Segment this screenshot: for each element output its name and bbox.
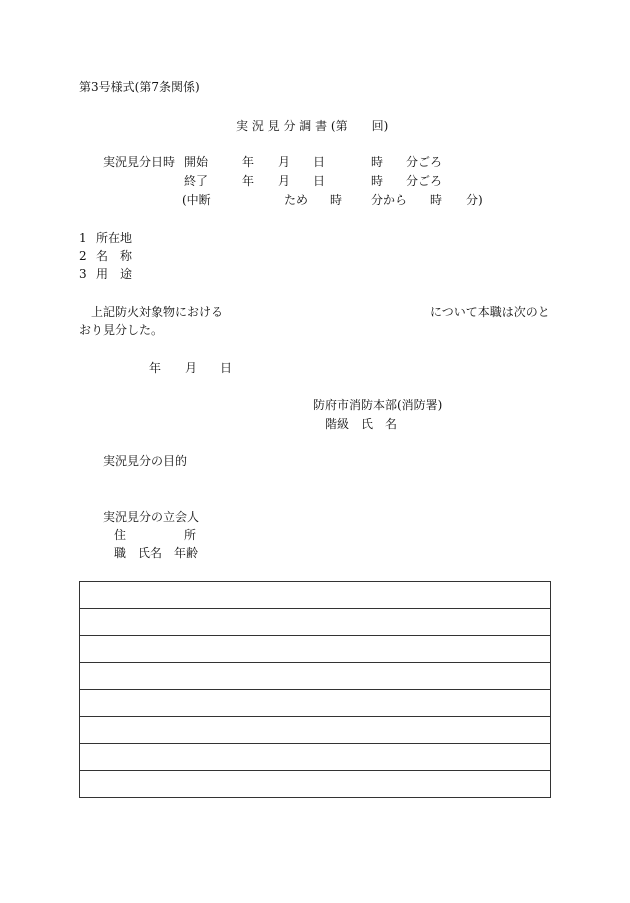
- interrupt-hour: 時: [330, 193, 343, 207]
- item-location: 所在地: [96, 231, 133, 245]
- table-row[interactable]: [80, 690, 550, 717]
- end-month: 月: [278, 174, 291, 188]
- start-minute: 分ごろ: [406, 155, 443, 169]
- item-name: 名 称: [96, 249, 133, 263]
- purpose-label: 実況見分の目的: [103, 454, 188, 468]
- start-month: 月: [278, 155, 291, 169]
- item-number: 1: [79, 231, 87, 245]
- item-number: 3: [79, 267, 87, 281]
- table-row[interactable]: [80, 771, 550, 797]
- interrupt-from-minute: 分から: [371, 193, 408, 207]
- table-row[interactable]: [80, 582, 550, 609]
- datetime-label: 実況見分日時: [103, 155, 176, 169]
- end-hour: 時: [371, 174, 384, 188]
- interrupt-because: ため: [284, 193, 309, 207]
- witness-address-1: 住: [114, 528, 127, 542]
- statement-suffix: について本職は次のと: [430, 305, 550, 319]
- item-number: 2: [79, 249, 87, 263]
- start-year: 年: [242, 155, 255, 169]
- witness-label: 実況見分の立会人: [103, 510, 200, 524]
- start-label: 開始: [184, 155, 209, 169]
- table-row[interactable]: [80, 609, 550, 636]
- end-minute: 分ごろ: [406, 174, 443, 188]
- item-use: 用 途: [96, 267, 133, 281]
- document-title: 実 況 見 分 調 書 (第 回): [236, 119, 389, 133]
- form-number: 第3号様式(第7条関係): [79, 80, 200, 94]
- table-row[interactable]: [80, 717, 550, 744]
- start-day: 日: [313, 155, 326, 169]
- end-year: 年: [242, 174, 255, 188]
- start-hour: 時: [371, 155, 384, 169]
- statement-line2: おり見分した。: [79, 323, 164, 337]
- witness-address-2: 所: [184, 528, 197, 542]
- date-year: 年: [149, 361, 162, 375]
- date-month: 月: [185, 361, 198, 375]
- signature-org: 防府市消防本部(消防署): [313, 398, 443, 412]
- table-row[interactable]: [80, 636, 550, 663]
- interrupt-to-hour: 時: [430, 193, 443, 207]
- signature-rank-name: 階級 氏 名: [325, 417, 398, 431]
- end-day: 日: [313, 174, 326, 188]
- date-day: 日: [220, 361, 233, 375]
- ruled-table: [79, 581, 551, 798]
- table-row[interactable]: [80, 744, 550, 771]
- interrupt-open: (中断: [182, 193, 211, 207]
- interrupt-close: 分): [466, 193, 483, 207]
- table-row[interactable]: [80, 663, 550, 690]
- end-label: 終了: [184, 174, 209, 188]
- witness-job-name-age: 職 氏名 年齢: [114, 546, 199, 560]
- statement-prefix: 上記防火対象物における: [91, 305, 224, 319]
